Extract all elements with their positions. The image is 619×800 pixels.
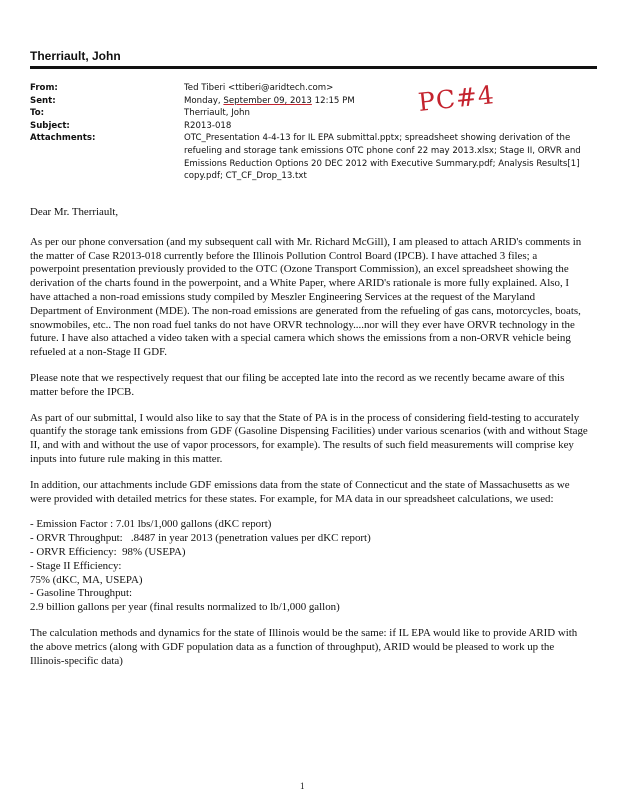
- to-label: To:: [30, 108, 45, 119]
- metrics-list-item: - ORVR Throughput: .8487 in year 2013 (penetration values per dKC report): [30, 532, 371, 545]
- metrics-list-item: - Stage II Efficiency:: [30, 559, 122, 572]
- sent-value-prefix: Monday,: [184, 95, 224, 106]
- header-row-sent: [30, 95, 597, 108]
- closing-paragraph: The calculation methods and dynamics for the state of Illinois would be the same: if IL EPA would like to provide ARID with the above metrics (along with GDF population data as a function of throughput), ARID would be pleased to work up the Illinois-specific data): [30, 626, 578, 667]
- body-paragraph-2: Please note that we respectively request that our filing be accepted late into the record as we recently became aware of this matter before the IPCB.: [30, 371, 565, 398]
- metrics-list-item: 75% (dKC, MA, USEPA): [30, 573, 143, 586]
- body-paragraph-3: As part of our submittal, I would also like to say that the State of PA is in the process of considering field-testing to accurately quantify the storage tank emissions from GDF (Gasoline Dispensing Facilities) under various scenarios (with and without Stage II, and with and without the use of vapor processors, for example). The results of such field measurements will comprise key inputs into future rule making in this matter.: [30, 411, 588, 465]
- subject-value: R2013-018: [184, 120, 232, 131]
- sent-date-underlined: September 09, 2013: [223, 95, 312, 106]
- subject-label: Subject:: [30, 120, 70, 131]
- from-label: From:: [30, 83, 58, 93]
- to-value: Therriault, John: [184, 108, 250, 119]
- metrics-list-item: 2.9 billion gallons per year (final results normalized to lb/1,000 gallon): [30, 601, 340, 614]
- from-value: Ted Tiberi <ttiberi@aridtech.com>: [184, 83, 334, 93]
- sender-name: Therriault, John: [30, 49, 121, 63]
- metrics-list-item: - Emission Factor : 7.01 lbs/1,000 gallons (dKC report): [30, 518, 272, 531]
- handwritten-annotation: PC#4: [416, 80, 497, 117]
- sent-value-suffix: 12:15 PM: [311, 95, 355, 106]
- sent-value: [184, 95, 597, 108]
- body-paragraph-1: As per our phone conversation (and my subsequent call with Mr. Richard McGill), I am pleased to attach ARID's comments in the matter of Case R2013-018 currently before the Illinois Pollution Control Board (IPCB). I have attached 3 files; a powerpoint presentation previously provided to the OTC (Ozone Transport Commission), an excel spreadsheet showing the derivation of the charts found in the powerpoint, and a White Paper, where ARID's rationale is more fully explained. Also, I have attached a non-road emissions study compiled by Meszler Engineering Services at the request of the Maryland Department of Environment (MDE). The non-road emissions are generated from the refueling of gas cans, motorcycles, boats, snowmobiles, etc.. The non road fuel tanks do not have ORVR technology....nor will they ever have ORVR technology in the future. I have also attached a video taken with a special camera which shows the emissions from a non-ORVR vehicle being refueled at a non-Stage II GDF.: [30, 235, 582, 359]
- metrics-list-item: - ORVR Efficiency: 98% (USEPA): [30, 545, 186, 558]
- attachments-value: OTC_Presentation 4-4-13 for IL EPA submittal.pptx; spreadsheet showing derivation of the refueling and storage tank emissions OTC phone conf 22 may 2013.xlsx; Stage II, ORVR and Emissions Reduction Options 20 DEC 2012 with Executive Summary.pdf; Analysis Results[1] copy.pdf; CT_CF_Drop_13.txt: [184, 133, 581, 182]
- page-number: 1: [300, 781, 305, 791]
- email-header: [30, 82, 597, 183]
- body-paragraph-4: In addition, our attachments include GDF emissions data from the state of Connecticut and the state of Massachusetts as we were provided with detailed metrics for these states. For example, for MA data in our spreadsheet calculations, we used:: [30, 478, 570, 505]
- header-row-to: [30, 107, 597, 120]
- metrics-list-item: - Gasoline Throughput:: [30, 587, 133, 600]
- metrics-list: [30, 518, 589, 615]
- header-row-subject: [30, 120, 597, 133]
- header-row-attachments: [30, 132, 597, 182]
- header-divider: [30, 66, 597, 69]
- header-row-from: [30, 82, 597, 95]
- email-body: [30, 206, 589, 680]
- salutation: Dear Mr. Therriault,: [30, 206, 119, 218]
- attachments-label: Attachments:: [30, 133, 96, 144]
- sent-label: Sent:: [30, 95, 56, 106]
